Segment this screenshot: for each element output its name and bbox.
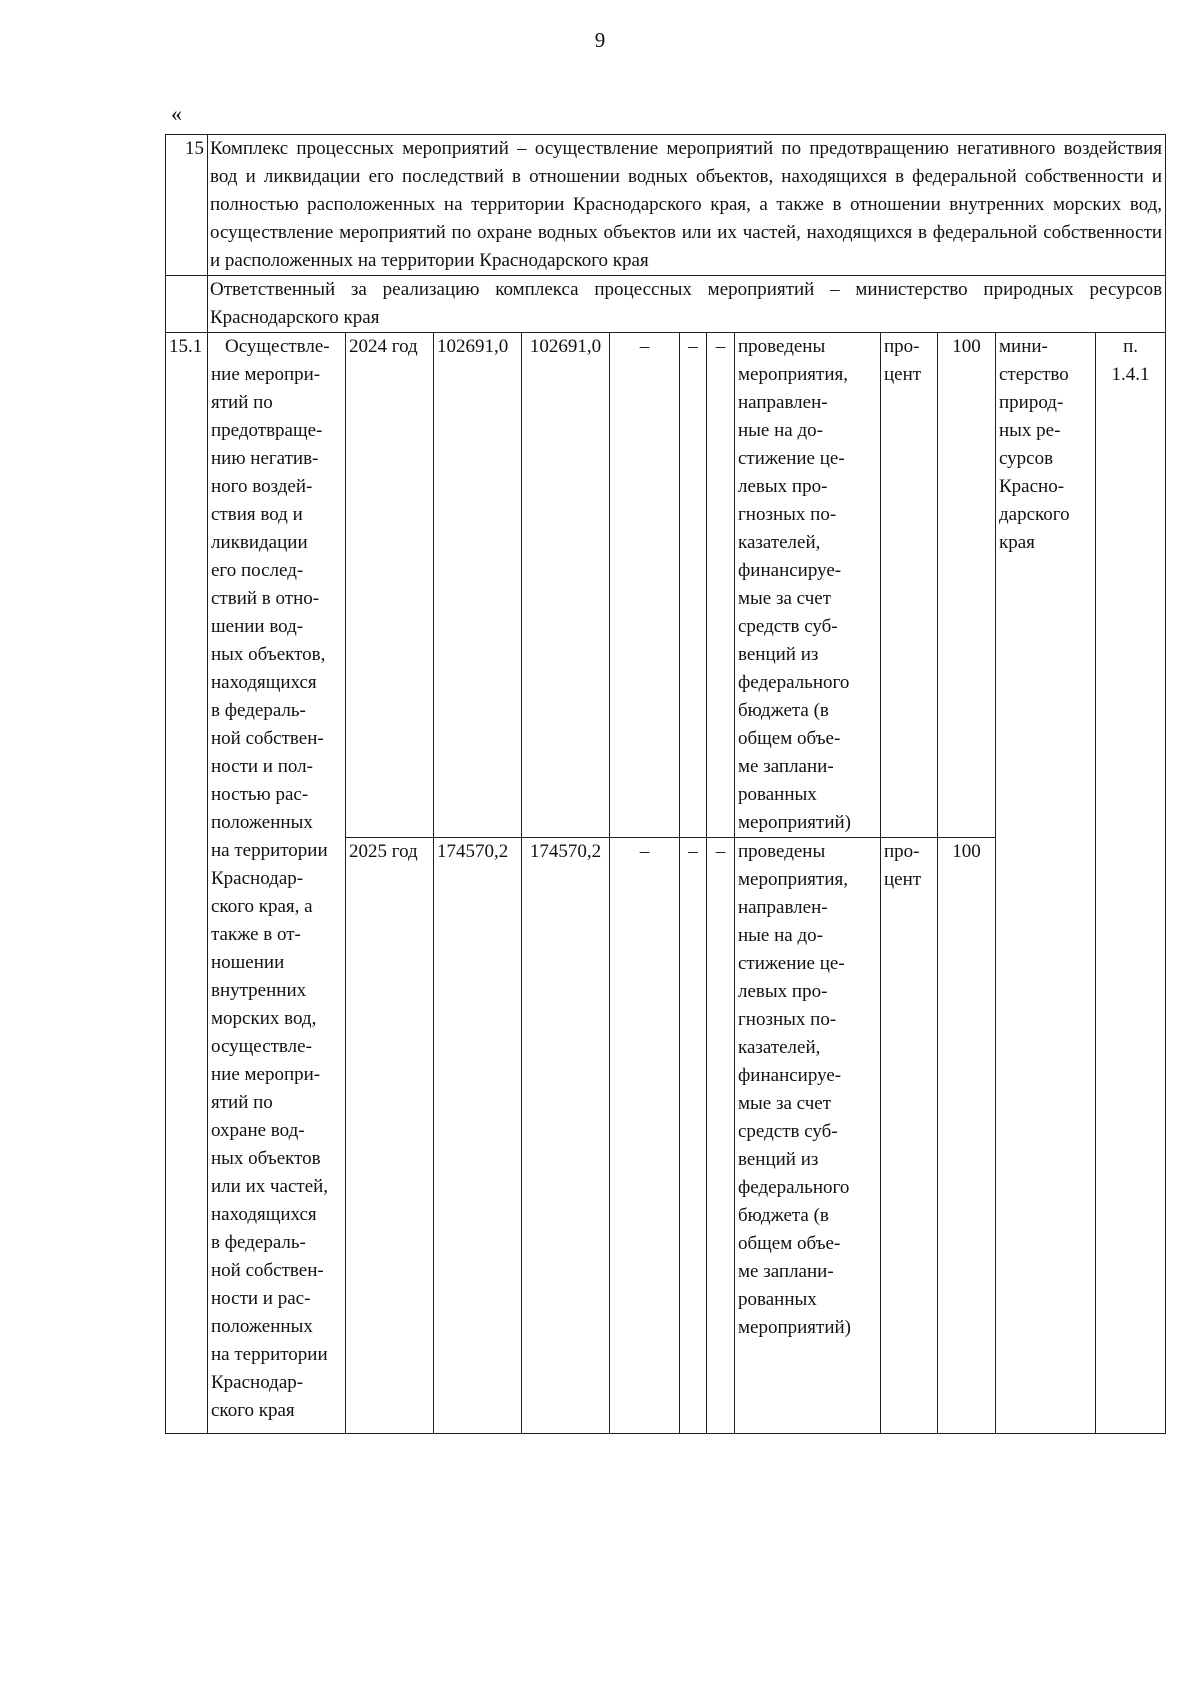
federal-amount: 102691,0 (522, 333, 610, 838)
indicator-value: 100 (938, 333, 996, 838)
item-number: 15.1 (166, 333, 208, 1434)
dash-cell: – (610, 333, 680, 838)
item-name: Осуществле- ние меропри- ятий по предотвраще- нию негатив- ного воздей- ствия вод и ликвидации его послед- ствий в отно- шении вод- ных объектов, находящихся в федераль- ной собствен- ности и пол- ностью рас- положенных на территории Краснодар- ского края, а также в от- ношении внутренних морских вод, осуществле- ние меропри- ятий по охране вод- ных объектов или их частей, находящихся в федераль- ной собствен- ности и рас- положенных на территории Краснодар- ского края (208, 333, 346, 1434)
unit-cell: про- цент (881, 333, 938, 838)
year-cell: 2025 год (346, 838, 434, 1434)
result-text: проведены мероприятия, направлен- ные на до- стижение це- левых про- гнозных по- казателей, финансируе- мые за счет средств суб- венций из федерального бюджета (в общем объе- ме заплани- рованных мероприятий) (735, 333, 881, 838)
program-table (165, 134, 1166, 1434)
year-cell: 2024 год (346, 333, 434, 838)
dash-cell: – (707, 838, 735, 1434)
reference-cell: п. 1.4.1 (1096, 333, 1166, 1434)
opening-quote: « (171, 101, 182, 126)
dash-cell: – (707, 333, 735, 838)
page-number: 9 (594, 28, 606, 52)
unit-cell: про- цент (881, 838, 938, 1434)
responsible-text: Ответственный за реализацию комплекса процессных мероприятий – министерство природных ресурсов Краснодарского края (208, 276, 1166, 333)
result-text: проведены мероприятия, направлен- ные на до- стижение це- левых про- гнозных по- казателей, финансируе- мые за счет средств суб- венций из федерального бюджета (в общем объе- ме заплани- рованных мероприятий) (735, 838, 881, 1434)
dash-cell: – (680, 838, 707, 1434)
responsible-empty-cell (166, 276, 208, 333)
total-amount: 102691,0 (434, 333, 522, 838)
responsible-row (166, 276, 1166, 333)
section-number: 15 (166, 135, 208, 276)
total-amount: 174570,2 (434, 838, 522, 1434)
dash-cell: – (610, 838, 680, 1434)
table-row (166, 333, 1166, 838)
dash-cell: – (680, 333, 707, 838)
indicator-value: 100 (938, 838, 996, 1434)
section-title: Комплекс процессных мероприятий – осуществление мероприятий по предотвращению негативного воздействия вод и ликвидации его последствий в отношении водных объектов, находящихся в федеральной собственности и полностью расположенных на территории Краснодарского края, а также в отношении внутренних морских вод, осуществление мероприятий по охране водных объектов или их частей, находящихся в федеральной собственности и расположенных на территории Краснодарского края (208, 135, 1166, 276)
executor-cell: мини- стерство природ- ных ре- сурсов Красно- дарского края (996, 333, 1096, 1434)
federal-amount: 174570,2 (522, 838, 610, 1434)
section-row (166, 135, 1166, 276)
